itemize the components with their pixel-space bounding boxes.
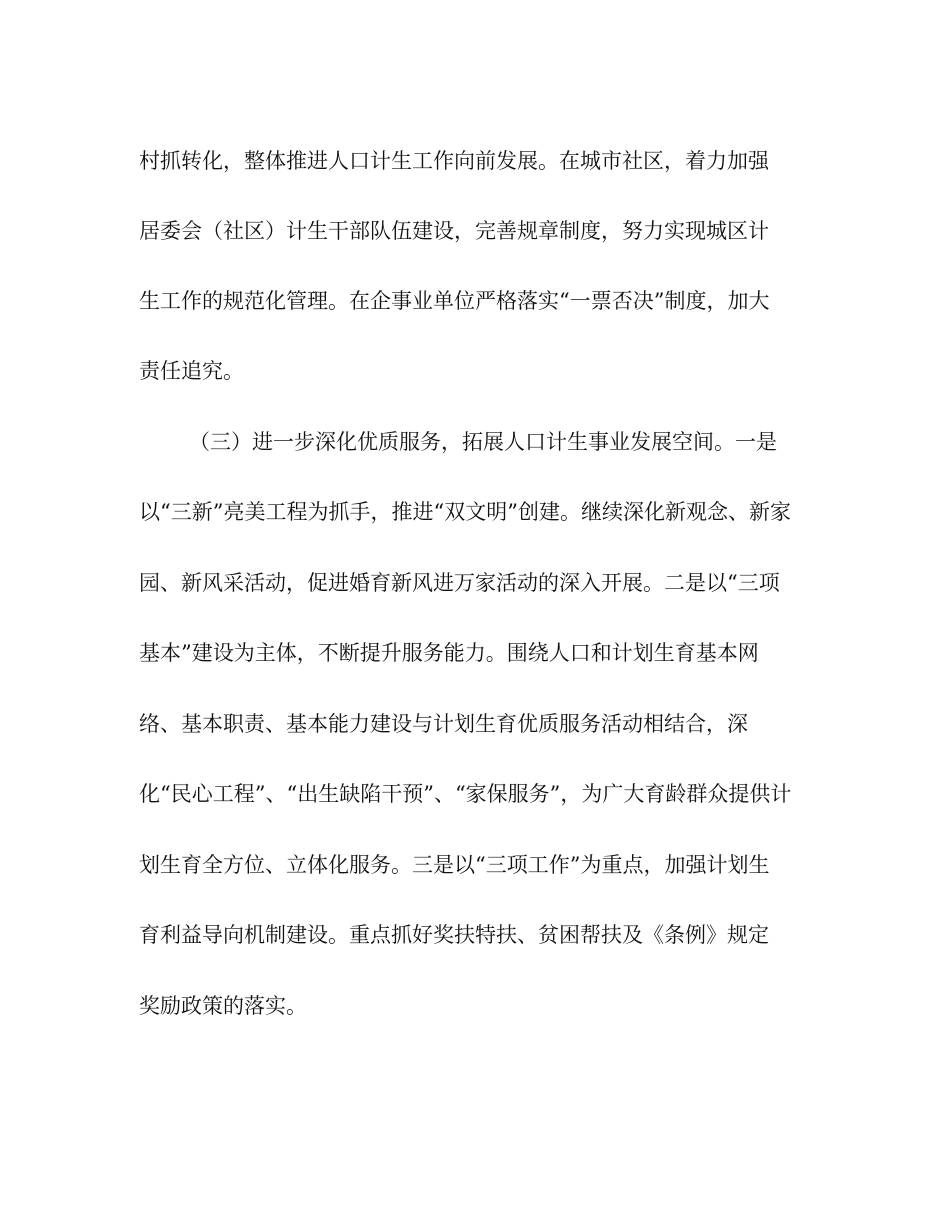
text-line: 化“民心工程”、“出生缺陷干预”、“家保服务”，为广大育龄群众提供计 <box>139 782 792 806</box>
text-line: 责任追究。 <box>139 359 244 383</box>
text-line: 络、基本职责、基本能力建设与计划生育优质服务活动相结合，深 <box>139 712 748 736</box>
section-heading-line: （三）进一步深化优质服务，拓展人口计生事业发展空间。一是 <box>189 430 777 454</box>
text-line: 居委会（社区）计生干部队伍建设，完善规章制度，努力实现城区计 <box>139 219 769 243</box>
text-line: 园、新风采活动，促进婚育新风进万家活动的深入开展。二是以“三项 <box>139 571 780 595</box>
text-line: 生工作的规范化管理。在企事业单位严格落实“一票否决”制度，加大 <box>139 289 770 313</box>
text-line: 村抓转化，整体推进人口计生工作向前发展。在城市社区，着力加强 <box>139 149 769 173</box>
text-line: 基本”建设为主体，不断提升服务能力。围绕人口和计划生育基本网 <box>139 641 759 665</box>
text-line: 以“三新”亮美工程为抓手，推进“双文明”创建。继续深化新观念、新家 <box>139 500 791 524</box>
text-line: 育利益导向机制建设。重点抓好奖扶特扶、贫困帮扶及《条例》规定 <box>139 923 769 947</box>
text-line: 奖励政策的落实。 <box>139 994 307 1018</box>
text-line: 划生育全方位、立体化服务。三是以“三项工作”为重点，加强计划生 <box>139 853 770 877</box>
